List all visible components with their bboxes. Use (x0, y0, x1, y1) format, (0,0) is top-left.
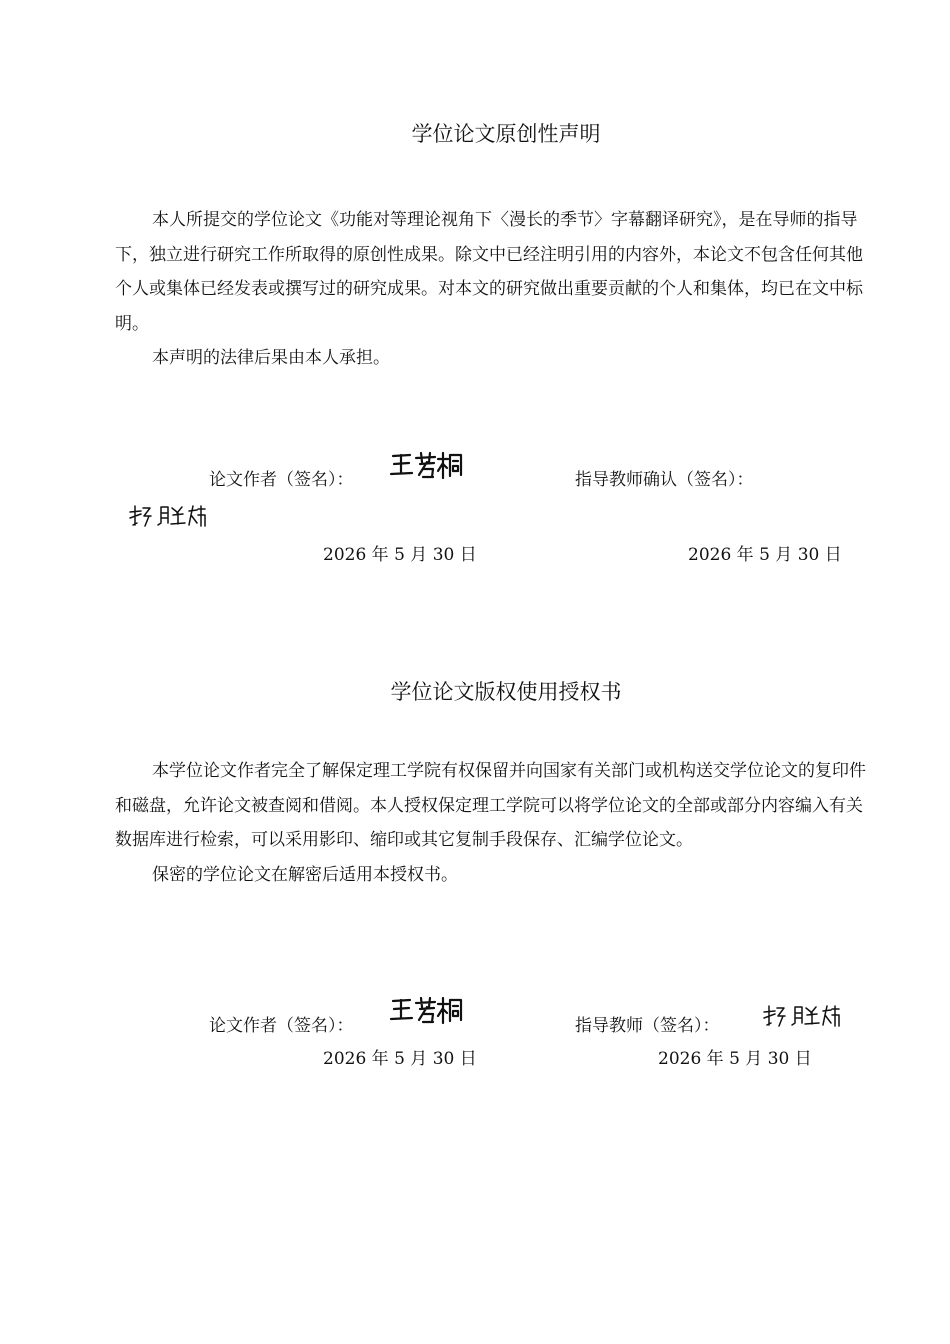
copyright-paragraph-1: 本学位论文作者完全了解保定理工学院有权保留并向国家有关部门或机构送交学位论文的复印件和磁盘，允许论文被查阅和借阅。本人授权保定理工学院可以将学位论文的全部或部分内容编入有关数据库进行检索，可以采用影印、缩印或其它复制手段保存、汇编学位论文。 (115, 761, 866, 850)
originality-paragraph-2: 本声明的法律后果由本人承担。 (152, 348, 390, 368)
copyright-author-date: 2026 年 5 月 30 日 (323, 1049, 477, 1069)
copyright-advisor-date: 2026 年 5 月 30 日 (658, 1049, 812, 1069)
originality-advisor-date: 2026 年 5 月 30 日 (688, 545, 842, 565)
originality-author-label: 论文作者（签名）： (209, 470, 354, 490)
originality-paragraph-1: 本人所提交的学位论文《功能对等理论视角下〈漫长的季节〉字幕翻译研究》，是在导师的指导下，独立进行研究工作所取得的原创性成果。除文中已经注明引用的内容外，本论文不包含任何其他个人或集体已经发表或撰写过的研究成果。对本文的研究做出重要贡献的个人和集体，均已在文中标明。 (115, 210, 863, 334)
advisor-signature-1 (127, 503, 207, 529)
advisor-signature-2 (761, 1003, 841, 1029)
copyright-author-label: 论文作者（签名）： (209, 1016, 354, 1036)
copyright-body (115, 754, 875, 892)
originality-advisor-label: 指导教师确认（签名）： (575, 470, 754, 490)
copyright-paragraph-2: 保密的学位论文在解密后适用本授权书。 (152, 864, 458, 885)
originality-author-date: 2026 年 5 月 30 日 (323, 545, 477, 565)
author-signature-1 (390, 451, 464, 481)
author-signature-2 (390, 996, 464, 1026)
originality-title: 学位论文原创性声明 (411, 122, 601, 146)
copyright-title: 学位论文版权使用授权书 (390, 680, 622, 704)
copyright-advisor-label: 指导教师（签名）： (575, 1016, 720, 1036)
originality-body (115, 203, 875, 376)
